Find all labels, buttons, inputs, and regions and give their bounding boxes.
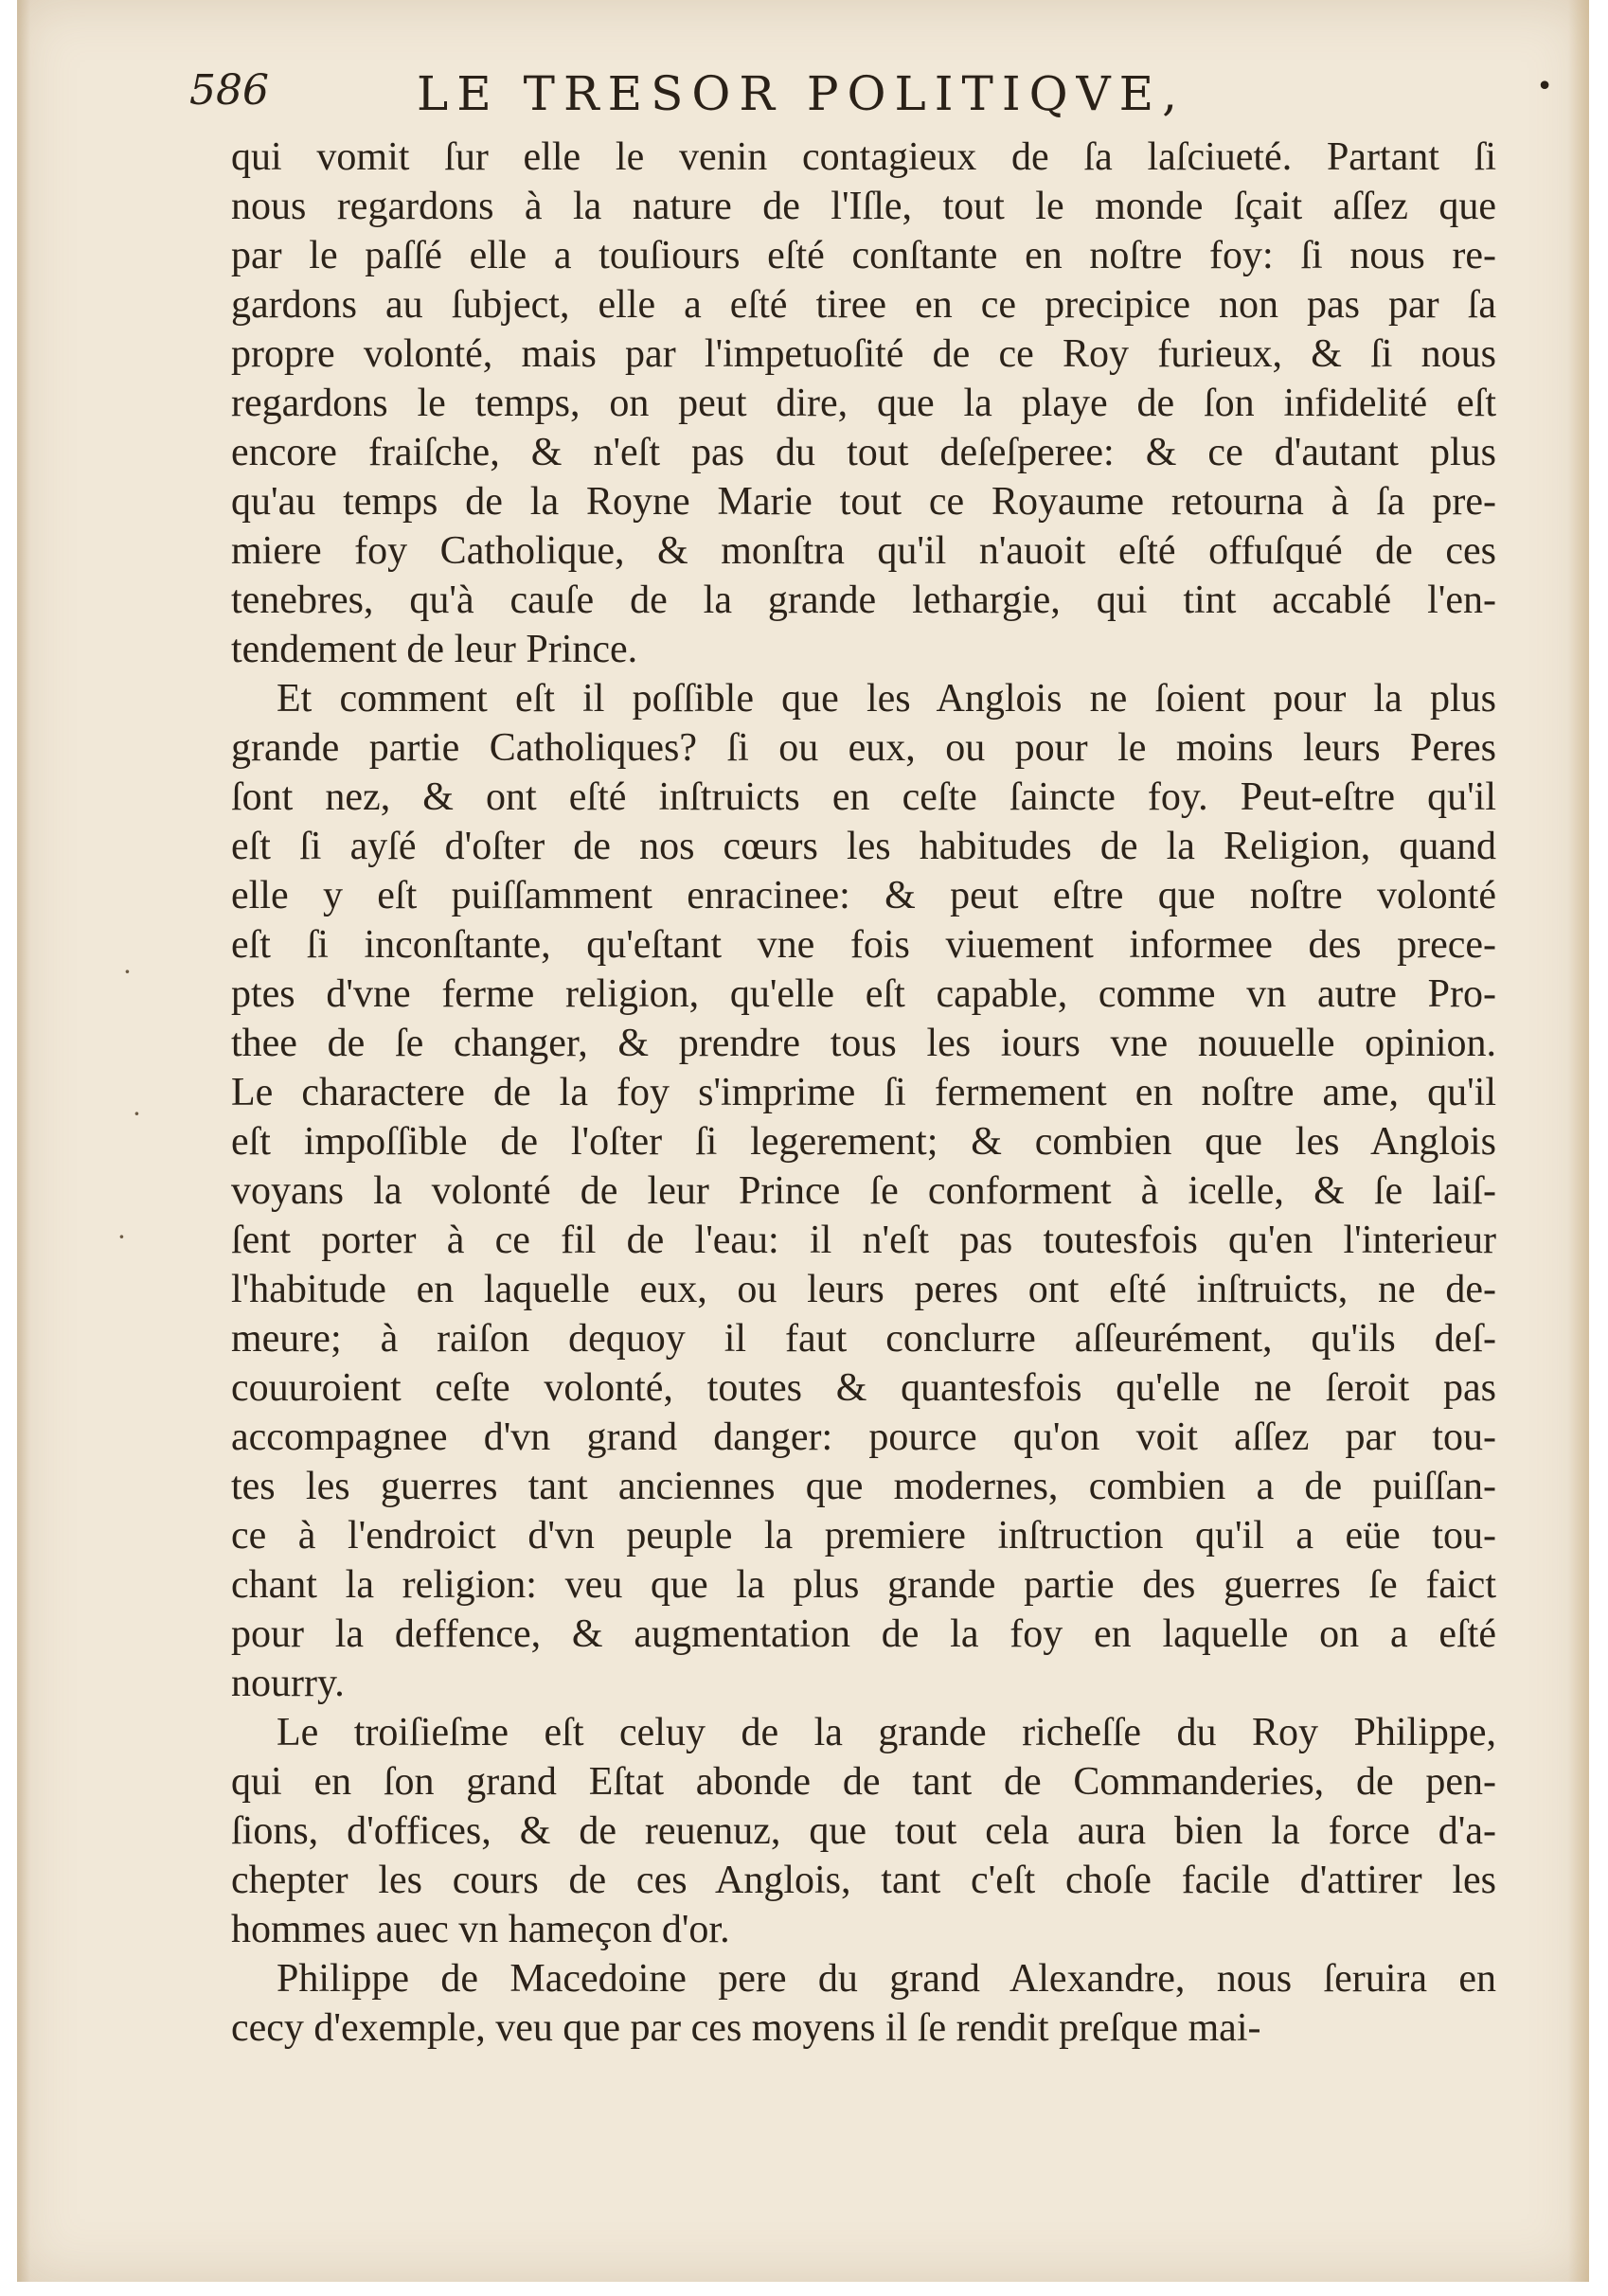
- book-page: [17, 0, 1589, 2282]
- header-ornament: •: [1536, 70, 1553, 103]
- text-line: ſent porter à ce fil de l'eau: il n'eſt pas toutesfois qu'en l'interieur: [231, 1219, 1496, 1262]
- text-line: qui en ſon grand Eſtat abonde de tant de Commanderies, de pen-: [231, 1760, 1496, 1804]
- text-line: chant la religion: veu que la plus grande partie des guerres ſe faict: [231, 1563, 1496, 1607]
- page-edge-shadow-right: [1568, 0, 1589, 2282]
- text-line: pour la deffence, & augmentation de la foy en laquelle on a eſté: [231, 1612, 1496, 1656]
- text-line: voyans la volonté de leur Prince ſe conforment à icelle, & ſe laiſ-: [231, 1169, 1496, 1213]
- text-line: ſont nez, & ont eſté inſtruicts en ceſte ſaincte foy. Peut-eſtre qu'il: [231, 775, 1496, 819]
- body-text: [231, 133, 1496, 2053]
- text-line: Et comment eſt il poſſible que les Anglois ne ſoient pour la plus: [277, 677, 1496, 721]
- text-line: grande partie Catholiques? ſi ou eux, ou pour le moins leurs Peres: [231, 726, 1496, 770]
- text-line: eſt ſi ayſé d'oſter de nos cœurs les habitudes de la Religion, quand: [231, 825, 1496, 868]
- text-line: qu'au temps de la Royne Marie tout ce Royaume retourna à ſa pre-: [231, 480, 1496, 524]
- text-line: accompagnee d'vn grand danger: pource qu'on voit aſſez par tou-: [231, 1415, 1496, 1459]
- text-line: ce à l'endroict d'vn peuple la premiere inſtruction qu'il a eüe tou-: [231, 1514, 1496, 1557]
- text-line: regardons le temps, on peut dire, que la playe de ſon infidelité eſt: [231, 382, 1496, 425]
- text-line: par le paſſé elle a touſiours eſté conſtante en noſtre foy: ſi nous re-: [231, 234, 1496, 277]
- text-line: couuroient ceſte volonté, toutes & quantesfois qu'elle ne ſeroit pas: [231, 1366, 1496, 1410]
- text-line: miere foy Catholique, & monſtra qu'il n'auoit eſté offuſqué de ces: [231, 529, 1496, 573]
- text-line: cecy d'exemple, veu que par ces moyens il ſe rendit preſque mai-: [231, 2006, 1261, 2050]
- text-line: propre volonté, mais par l'impetuoſité de ce Roy furieux, & ſi nous: [231, 332, 1496, 376]
- text-line: encore fraiſche, & n'eſt pas du tout deſeſperee: & ce d'autant plus: [231, 431, 1496, 474]
- text-line: nourry.: [231, 1662, 345, 1705]
- text-line: nous regardons à la nature de l'Iſle, tout le monde ſçait aſſez que: [231, 185, 1496, 228]
- text-line: tes les guerres tant anciennes que modernes, combien a de puiſſan-: [231, 1465, 1496, 1508]
- page-header: [189, 66, 1553, 134]
- text-line: meure; à raiſon dequoy il faut conclurre aſſeurément, qu'ils deſ-: [231, 1317, 1496, 1361]
- text-line: qui vomit ſur elle le venin contagieux de ſa laſciueté. Partant ſi: [231, 135, 1496, 179]
- page-number: 586: [189, 66, 269, 115]
- running-title: LE TRESOR POLITIQVE,: [417, 66, 1187, 121]
- text-line: Le charactere de la foy s'imprime ſi fermement en noſtre ame, qu'il: [231, 1071, 1496, 1114]
- ink-speck: ·: [123, 956, 132, 988]
- text-line: eſt ſi inconſtante, qu'eſtant vne fois viuement informee des prece-: [231, 923, 1496, 967]
- page-edge-shadow-left: [17, 0, 30, 2282]
- text-line: Le troiſieſme eſt celuy de la grande richeſſe du Roy Philippe,: [277, 1711, 1496, 1754]
- text-line: ſions, d'offices, & de reuenuz, que tout cela aura bien la force d'a-: [231, 1809, 1496, 1853]
- text-line: tenebres, qu'à cauſe de la grande lethargie, qui tint accablé l'en-: [231, 578, 1496, 622]
- text-line: elle y eſt puiſſamment enracinee: & peut eſtre que noſtre volonté: [231, 874, 1496, 917]
- text-line: eſt impoſſible de l'oſter ſi legerement; & combien que les Anglois: [231, 1120, 1496, 1164]
- ink-speck: ·: [117, 1221, 126, 1253]
- text-line: chepter les cours de ces Anglois, tant c'eſt choſe facile d'attirer les: [231, 1859, 1496, 1902]
- text-line: l'habitude en laquelle eux, ou leurs peres ont eſté inſtruicts, ne de-: [231, 1268, 1496, 1311]
- text-line: gardons au ſubject, elle a eſté tiree en ce precipice non pas par ſa: [231, 283, 1496, 327]
- text-line: Philippe de Macedoine pere du grand Alexandre, nous ſeruira en: [277, 1957, 1496, 2001]
- text-line: thee de ſe changer, & prendre tous les iours vne nouuelle opinion.: [231, 1022, 1496, 1065]
- text-line: tendement de leur Prince.: [231, 628, 638, 671]
- text-line: ptes d'vne ferme religion, qu'elle eſt capable, comme vn autre Pro-: [231, 972, 1496, 1016]
- ink-speck: ·: [133, 1098, 141, 1130]
- text-line: hommes auec vn hameçon d'or.: [231, 1908, 730, 1951]
